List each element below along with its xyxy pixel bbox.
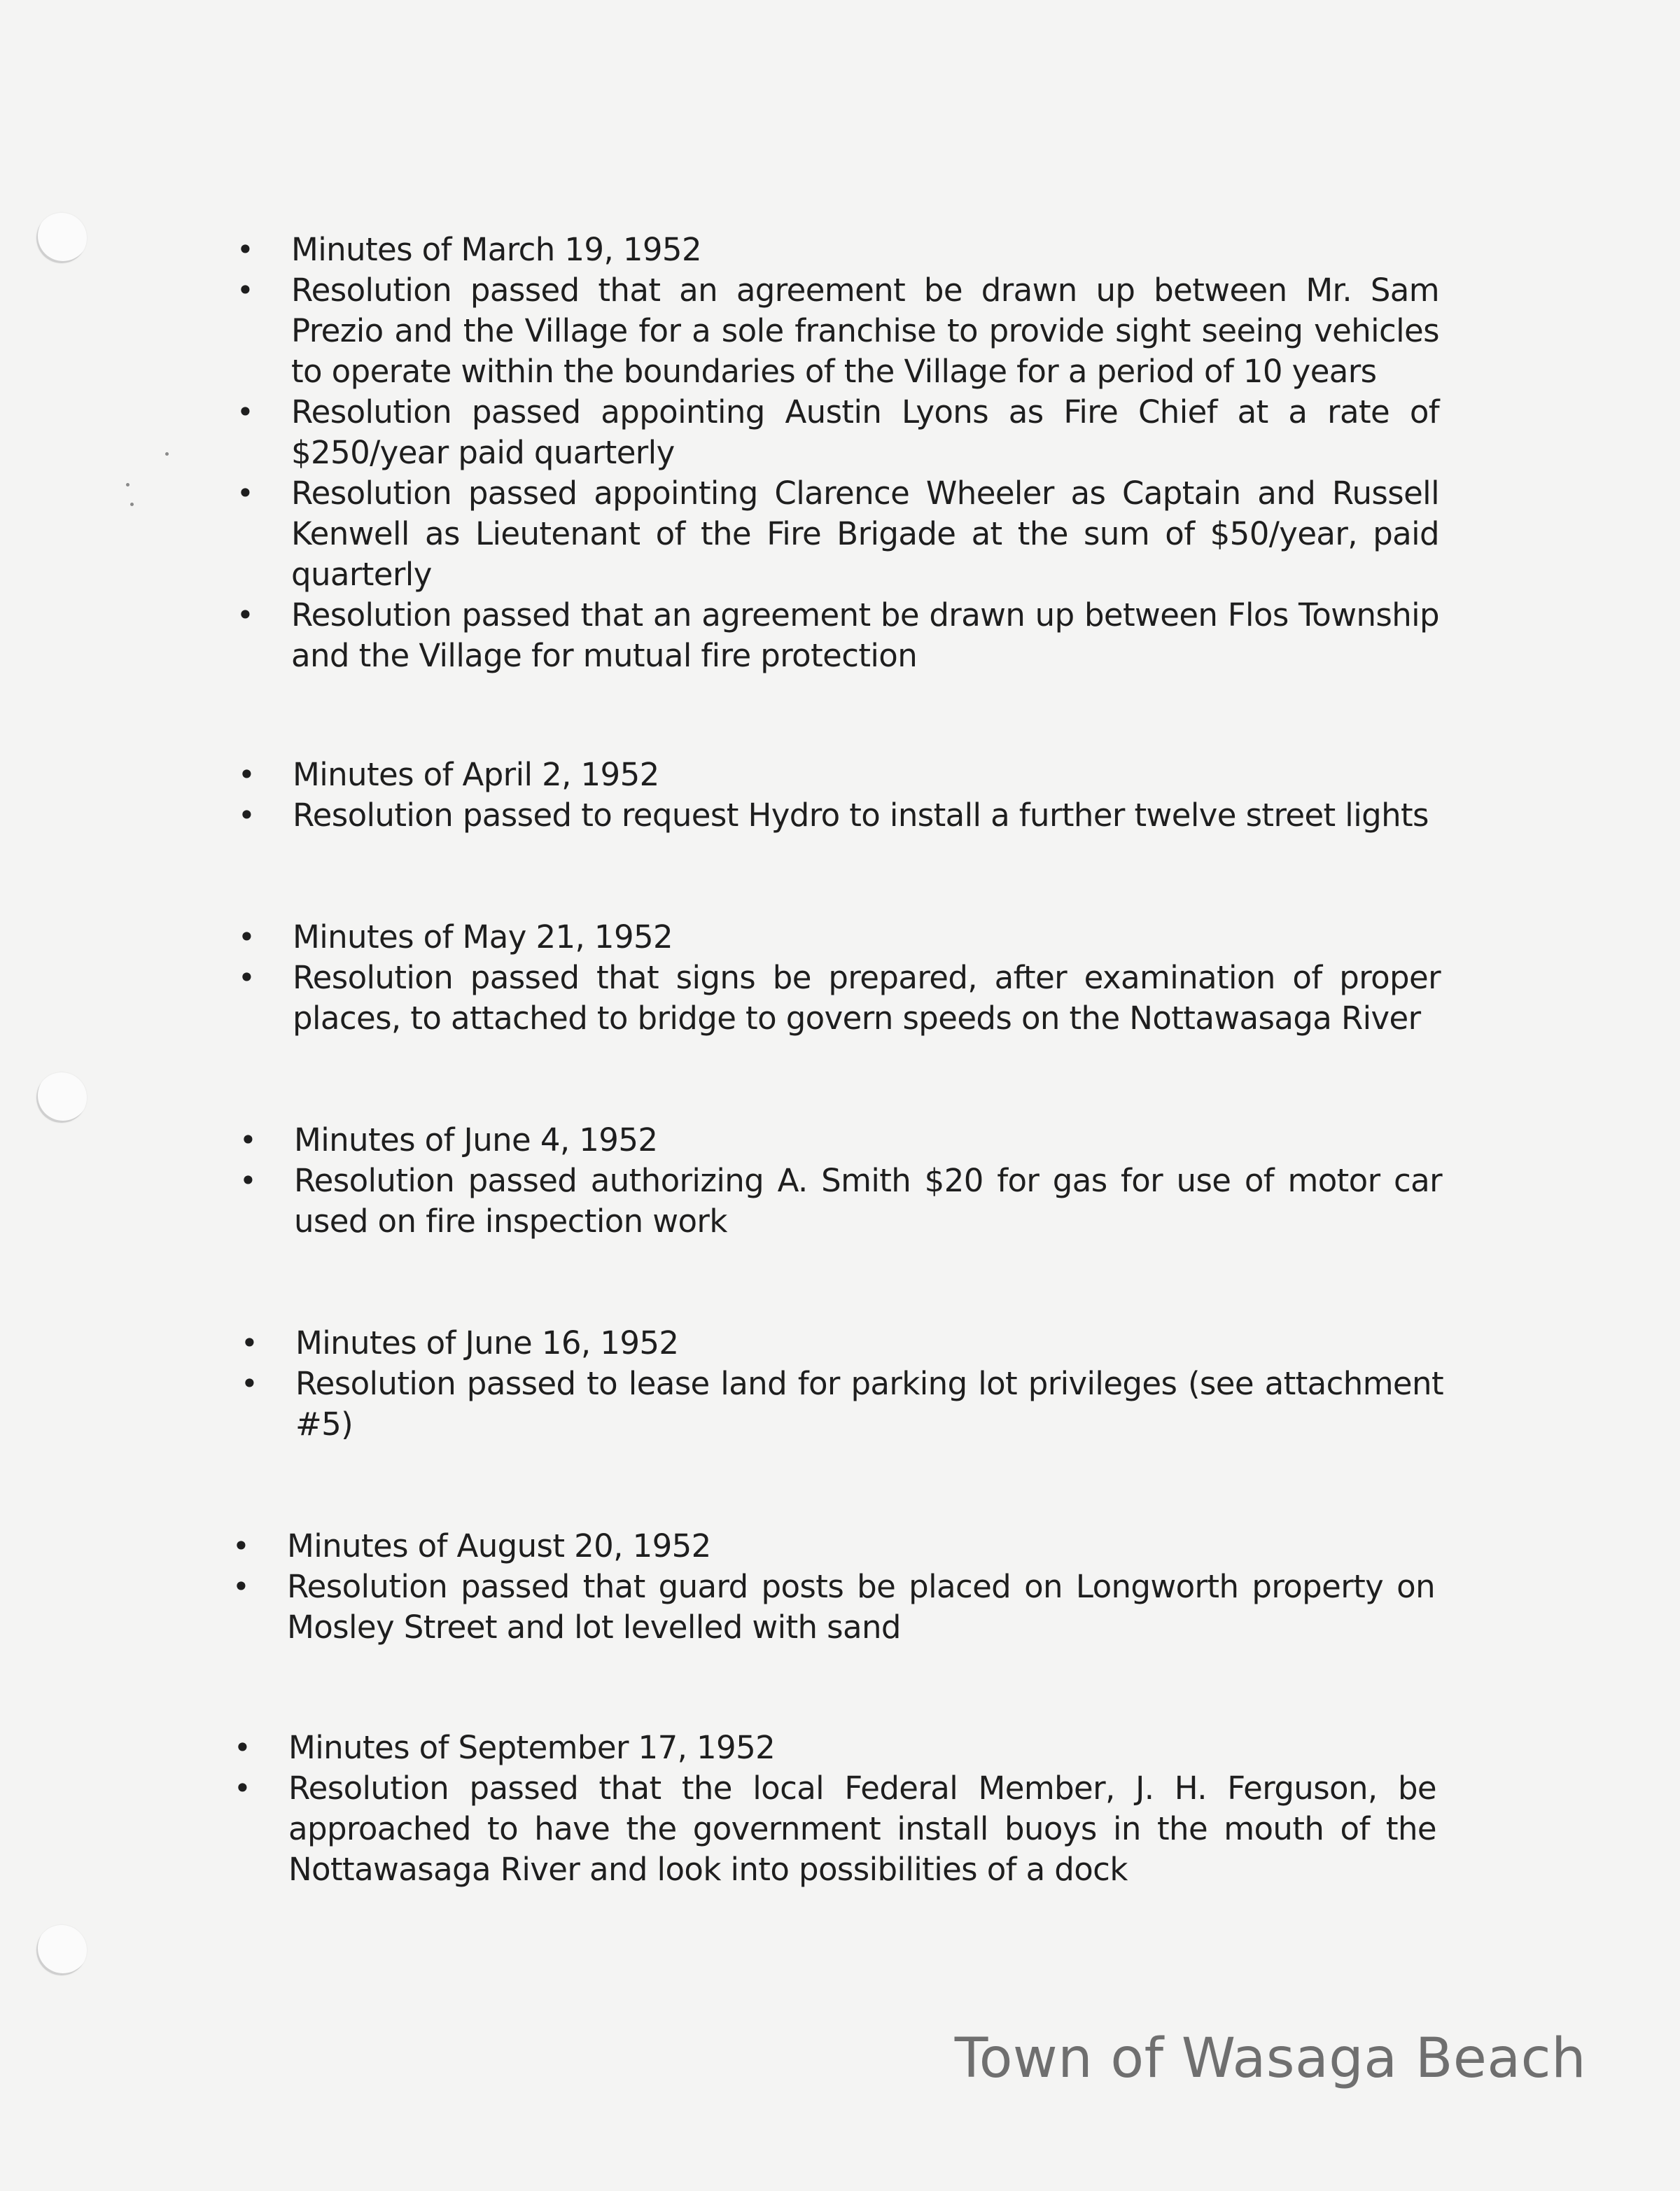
resolution-item: • Resolution passed that signs be prepared, after examination of proper places, to attached to bridge to govern speeds on the Nottawasaga River xyxy=(237,958,1441,1039)
punch-hole-middle xyxy=(36,1072,87,1123)
resolution-item: • Resolution passed that guard posts be placed on Longworth property on Mosley Street and lot levelled with sand xyxy=(231,1567,1435,1648)
minutes-section-march-19 xyxy=(235,230,1439,676)
resolution-item: • Resolution passed to lease land for parking lot privileges (see attachment #5) xyxy=(239,1364,1443,1445)
resolution-item: • Resolution passed appointing Austin Lyons as Fire Chief at a rate of $250/year paid quarterly xyxy=(235,392,1439,473)
town-watermark: Town of Wasaga Beach xyxy=(954,2027,1586,2090)
scan-speck xyxy=(130,503,134,506)
scan-speck xyxy=(126,483,130,486)
resolution-item: • Resolution passed authorizing A. Smith $20 for gas for use of motor car used on fire inspection work xyxy=(238,1161,1442,1242)
minutes-section-september-17 xyxy=(232,1728,1436,1890)
minutes-date: • Minutes of September 17, 1952 xyxy=(232,1728,1436,1768)
minutes-date: • Minutes of June 16, 1952 xyxy=(239,1323,1443,1364)
resolution-item: • Resolution passed that an agreement be drawn up between Flos Township and the Village for mutual fire protection xyxy=(235,595,1439,676)
minutes-date: • Minutes of June 4, 1952 xyxy=(238,1120,1442,1161)
minutes-section-june-16 xyxy=(239,1323,1443,1445)
resolution-item: • Resolution passed to request Hydro to install a further twelve street lights xyxy=(237,795,1441,836)
resolution-item: • Resolution passed that the local Federal Member, J. H. Ferguson, be approached to have the government install buoys in the mouth of the Nottawasaga River and look into possibilities of a dock xyxy=(232,1768,1436,1890)
scan-speck xyxy=(165,452,169,456)
minutes-date: • Minutes of August 20, 1952 xyxy=(231,1526,1435,1567)
minutes-date: • Minutes of May 21, 1952 xyxy=(237,917,1441,958)
minutes-section-may-21 xyxy=(237,917,1441,1039)
minutes-date: • Minutes of April 2, 1952 xyxy=(237,755,1441,795)
resolution-item: • Resolution passed appointing Clarence Wheeler as Captain and Russell Kenwell as Lieutenant of the Fire Brigade at the sum of $50/year, paid quarterly xyxy=(235,473,1439,595)
minutes-section-august-20 xyxy=(231,1526,1435,1648)
minutes-section-june-4 xyxy=(238,1120,1442,1242)
minutes-section-april-2 xyxy=(237,755,1441,836)
punch-hole-bottom xyxy=(36,1925,87,1975)
minutes-date: • Minutes of March 19, 1952 xyxy=(235,230,1439,270)
punch-hole-top xyxy=(36,213,87,263)
resolution-item: • Resolution passed that an agreement be drawn up between Mr. Sam Prezio and the Village for a sole franchise to provide sight seeing vehicles to operate within the boundaries of the Village for a period of 10 years xyxy=(235,270,1439,392)
